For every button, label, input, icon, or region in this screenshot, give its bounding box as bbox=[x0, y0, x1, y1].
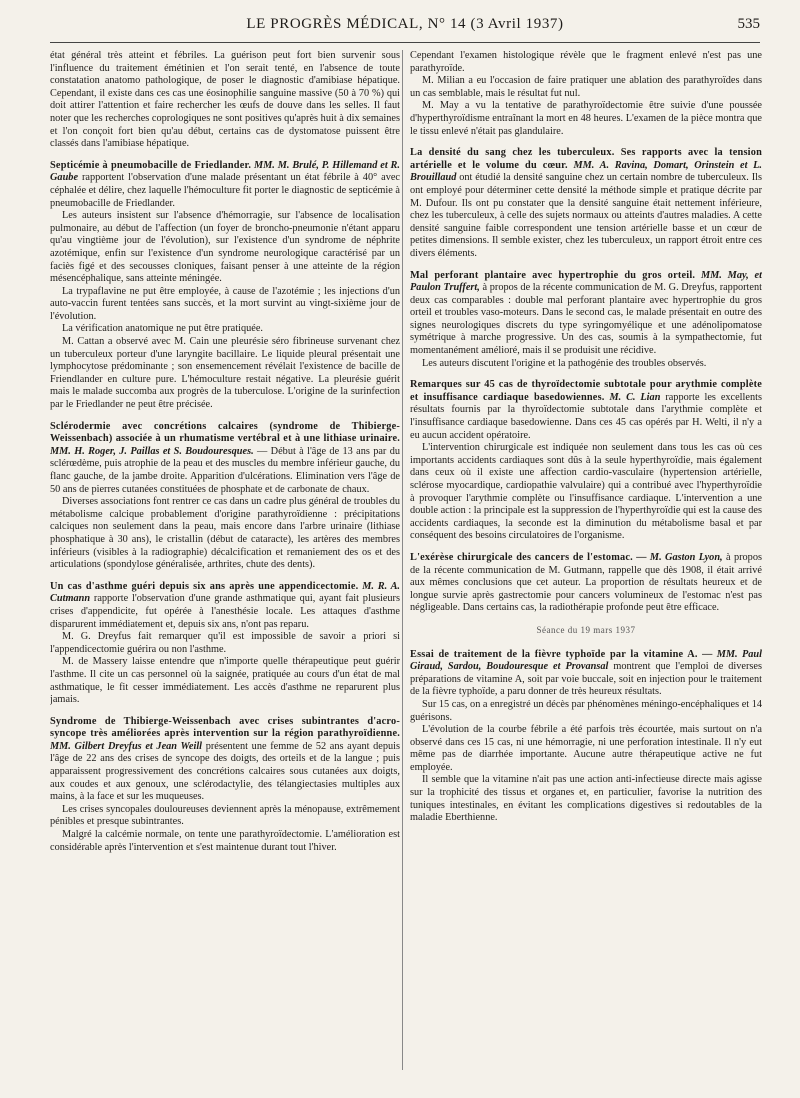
article-authors: MM. Gilbert Dreyfus et Jean Weill bbox=[50, 740, 203, 752]
article-authors: MM. A. Ravina, Domart, Orinstein et L. Brouillaud bbox=[410, 159, 762, 184]
paragraph: Il semble que la vitamine n'ait pas une action anti-infectieuse directe mais agisse sur la trophicité des tissus et organes et, en particulier, favorise la nutrition des tuniques intestinales, en évitant les complications digestives si redoutables de la maladie Eberthienne. bbox=[410, 774, 762, 824]
article-block bbox=[410, 50, 762, 138]
article-block bbox=[410, 379, 762, 543]
page-number: 535 bbox=[737, 16, 760, 32]
article-lead-paragraph bbox=[50, 160, 400, 210]
article-lead-paragraph bbox=[410, 379, 762, 442]
paragraph: La vérification anatomique ne put être pratiquée. bbox=[62, 323, 263, 335]
article-lead-text: rapportent l'observation d'une malade présentant un état fébrile à 40° avec céphalée et délire, chez laquelle l'hémoculture fit porter le diagnostic de septicémie à pneumobacille de Friedlander. bbox=[50, 172, 400, 209]
article-heading: Sclérodermie avec concrétions calcaires (syndrome de Thibierge-Weissenbach) associée à un rhumatisme vertébral et à une lithiase urinaire. bbox=[50, 420, 400, 445]
paragraph: M. de Massery laisse entendre que n'importe quelle thérapeutique peut guérir l'asthme. Il cite un cas personnel où la saignée, pratiquée au cours d'un état de mal asthmatique, le fit cesser immédiatement. Les accès d'asthme ne reparurent plus jamais. bbox=[50, 656, 400, 706]
paragraph: Cependant l'examen histologique révèle que le fragment enlevé n'est pas une parathyroïde. bbox=[410, 50, 762, 74]
paragraph: état général très atteint et fébriles. La guérison peut fort bien survenir sous l'influence du traitement émétinien et l'on serait tenté, en l'absence de toute constatation anatomo pathologique, de poser le diagnostic d'amibiase hépatique. Cependant, il existe dans ces cas une éosinophilie sanguine massive (50 à 70 %) qui doit attirer l'attention et faire rechercher les œufs de douve dans les selles. Il faut noter que les recherches coprologiques ne sont positives qu'après huit à dix semaines et l'on conçoit fort bien qu'au début, certains cas de dystomatose puissent être classés dans l'amibiase hépatique. bbox=[50, 50, 400, 150]
journal-title: LE PROGRÈS MÉDICAL, N° 14 (3 Avril 1937) bbox=[246, 16, 564, 32]
paragraph: M. G. Dreyfus fait remarquer qu'il est impossible de savoir a priori si l'appendicectomie guérira ou non l'asthme. bbox=[50, 631, 400, 655]
paragraph: M. May a vu la tentative de parathyroïdectomie être suivie d'une poussée d'hyperthyroïdisme entraînant la mort en 48 heures. L'examen de la pièce montra que le tissu enlevé n'était pas glandulaire. bbox=[410, 100, 762, 137]
article-block bbox=[50, 50, 400, 151]
article-authors: MM. M. Brulé, P. Hillemand et R. Gaube bbox=[50, 159, 400, 184]
article-heading: Remarques sur 45 cas de thyroïdectomie subtotale pour arythmie complète et insuffisance cardiaque basedowiennes. bbox=[410, 379, 762, 403]
paragraph: Sur 15 cas, on a enregistré un décès par phénomènes méningo-encéphaliques et 14 guérisons. bbox=[410, 698, 762, 723]
paragraph: L'évolution de la courbe fébrile a été parfois très écourtée, mais surtout on n'a observé dans ces 15 cas, ni une hémorragie, ni une perforation intestinale. Il n'y eut même pas de diarrhée importante. Aucune autre thérapeutique active ne fut employée. bbox=[410, 724, 762, 773]
article-lead-paragraph bbox=[50, 421, 400, 497]
paragraph: La trypaflavine ne put être employée, à cause de l'azotémie ; les injections d'un auto-vaccin furent tentées sans succès, et la mort survint au vingt-sixième jour de l'évolution. bbox=[50, 285, 400, 322]
article-lead-paragraph bbox=[410, 649, 762, 699]
article-block bbox=[410, 552, 762, 615]
article-block bbox=[50, 160, 400, 412]
paragraph: Les auteurs insistent sur l'absence d'hémorragie, sur l'absence de localisation pulmonaire, au début de l'affection (un foyer de broncho-pneumonie n'étant apparu qu'au vingtième jour de l'évolution), sur l'existence d'un syndrome de néphrite azotémique, enfin sur l'existence d'un syndrome neurologique caractérisé par un faciès figé et des secousses cloniques, faisant penser à une atteinte de la région mésencéphalique, sans atteinte méningée. bbox=[50, 210, 400, 285]
article-lead-text: ont étudié la densité sanguine chez un certain nombre de tuberculeux. Ils ont employé pour déterminer cette densité la méthode simple et pratique décrite par M. Dufour. Ils ont pu constater que la densité sanguine était nettement inférieure, chez les tuberculeux, à celle des sujets normaux ou atteints d'autres maladies. A cette densité sanguine faible correspondent une tension artérielle basse et un cœur de petites dimensions. Il semble exister, chez les tuberculeux, un rapport étroit entre ces divers éléments. bbox=[410, 172, 762, 259]
article-heading: Un cas d'asthme guéri depuis six ans après une appendicectomie. bbox=[50, 580, 359, 592]
article-block bbox=[50, 421, 400, 572]
article-lead-paragraph bbox=[410, 147, 762, 260]
left-column bbox=[50, 50, 400, 1088]
paragraph: Malgré la calcémie normale, on tente une parathyroïdectomie. L'amélioration est considérable après l'intervention et s'est maintenue durant tout l'hiver. bbox=[50, 829, 400, 853]
article-authors: M. C. Lian bbox=[609, 391, 661, 403]
article-heading: L'exérèse chirurgicale des cancers de l'estomac. bbox=[410, 551, 633, 563]
article-block bbox=[410, 147, 762, 260]
article-heading: Septicémie à pneumobacille de Friedlander. bbox=[50, 159, 252, 171]
paragraph: M. Milian a eu l'occasion de faire pratiquer une ablation des parathyroïdes dans un cas semblable, mais le résultat fut nul. bbox=[410, 75, 762, 99]
article-heading: Mal perforant plantaire avec hypertrophie du gros orteil. bbox=[410, 269, 696, 281]
article-lead-paragraph bbox=[410, 552, 762, 615]
article-block bbox=[50, 581, 400, 707]
paragraph: Les crises syncopales douloureuses deviennent après la ménopause, extrêmement pénibles et presque subintrantes. bbox=[50, 803, 400, 828]
paragraph: M. Cattan a observé avec M. Cain une pleurésie séro fibrineuse survenant chez un tuberculeux porteur d'une laryngite bacillaire. Le liquide pleural présentait une lymphocytose prédominante ; son ensemencement révélait l'existence de bacille de Friendlander en culture pure. L'hémoculture restait négative. La pleurésie guérit mais le malade succomba aux progrès de la tuberculose. L'origine de la surinfection par le Friedlander ne peut être précisée. bbox=[50, 336, 400, 411]
paragraph: Diverses associations font rentrer ce cas dans un cadre plus général de troubles du métabolisme calcique probablement d'origine parathyroïdienne : précipitations calciques non seulement dans la peau, mais encore dans l'arbre urinaire (lithiase phosphatique à 30 ans), le cristallin (début de cataracte), les artères des membres inférieurs (visibles à la radiographie) décalcification et remaniement des os et des articulations (spondylose généralisée, arthrites, chute des dents). bbox=[50, 496, 400, 571]
article-lead-text: à propos de la récente communication de M. G. Dreyfus, rapportent deux cas comparables : double mal perforant plantaire avec hypertrophie du gros orteil et troubles vaso-moteurs. Dans le second cas, le malade présentait en outre des signes neurologiques discrets du type syringomyélique et une adénolipomatose symétrique à marche progressive. Un des cas, soumis à la sympathectomie, fut momentanément amélioré, mais il se produisit une récidive. bbox=[410, 282, 762, 357]
article-heading: La densité du sang chez les tuberculeux. Ses rapports avec la tension artérielle et le volume du cœur. bbox=[410, 147, 762, 171]
article-lead-text: montrent que l'emploi de diverses préparations de vitamine A, soit par voie buccale, soit en injection pour le traitement de la fièvre typhoïde, a paru donner de très heureux résultats. bbox=[410, 661, 762, 698]
column-divider bbox=[402, 50, 403, 1070]
article-authors: MM. May, et Paulon Truffert, bbox=[410, 269, 762, 294]
article-authors: — MM. Paul Giraud, Sardou, Boudouresque et Provansal bbox=[410, 648, 762, 673]
article-lead-paragraph bbox=[50, 581, 400, 631]
article-lead-text: rapporte les excellents résultats fournis par la thyroïdectomie subtotale dans l'arythmie complète et l'insuffisance cardiaque basedowienne. Dans ces 45 cas opérés par H. Welti, il n'y a eu aucun accident opératoire. bbox=[410, 391, 762, 441]
article-lead-text: présentent une femme de 52 ans ayant depuis l'âge de 22 ans des crises de syncope des doigts, des orteils et de la langue ; puis apparaissent progressivement des concrétions calcaires sous cutanées aux doigts, aux coudes et aux genoux, une sclérodactylie, des télangiectasies multiples aux mains, à la face et sur les muqueuses. bbox=[50, 740, 400, 803]
article-authors: — M. Gaston Lyon, bbox=[636, 551, 723, 563]
article-lead-text: rapporte l'observation d'une grande asthmatique qui, ayant fait plusieurs crises d'appendicite, fut opérée à l'anesthésie locale. Les attaques d'asthme disparurent immédiatement et, depuis six ans, n'ont pas reparu. bbox=[50, 593, 400, 630]
paragraph: Les auteurs discutent l'origine et la pathogénie des troubles observés. bbox=[422, 357, 707, 369]
right-column bbox=[410, 50, 762, 1088]
session-date: Séance du 19 mars 1937 bbox=[536, 624, 636, 635]
article-lead-paragraph bbox=[50, 716, 400, 804]
article-heading: Essai de traitement de la fièvre typhoïde par la vitamine A. bbox=[410, 648, 698, 660]
page-header bbox=[50, 12, 760, 43]
article-heading: Syndrome de Thibierge-Weissenbach avec crises subintrantes d'acro-syncope très améliorées après intervention sur la région parathyroïdienne. bbox=[50, 715, 400, 740]
article-block bbox=[50, 716, 400, 855]
article-block bbox=[410, 270, 762, 371]
paragraph: L'intervention chirurgicale est indiquée non seulement dans tous les cas où ces importants accidents cardiaques sont dûs à la seule hyperthyroïdie, mais également dans ceux où il existe une affection cardio-vasculaire (hypertension artérielle, sclérose myocardique, cardiopathie valvulaire) qui a contribué avec l'hyperthyroïdie à provoquer l'arythmie complète ou l'insuffisance cardiaque. L'intervention a une double action : la principale est la suppression de l'hyperthyroïdie qui est la cause des accidents cardiaques, la seconde est la diminution du métabolisme basal et par conséquent des besoins circulatoires de l'organisme. bbox=[410, 442, 762, 542]
article-authors: M. R. A. Cutmann bbox=[50, 580, 400, 605]
article-lead-paragraph bbox=[410, 270, 762, 358]
article-lead-text: à propos de la récente communication de M. Gutmann, rappelle que dès 1908, il était arrivé aux mêmes conclusions que cet auteur. La proportion de résultats heureux et de longue survie après gastrectomie pour cancers volumineux de l'estomac n'est pas négligeable. Dans certains cas, la radiothérapie profonde peut être efficace. bbox=[410, 551, 762, 614]
article-block bbox=[410, 649, 762, 825]
article-authors: MM. H. Roger, J. Paillas et S. Boudouresques. bbox=[50, 445, 254, 457]
article-lead-text: — Début à l'âge de 13 ans par du sclérœdème, puis atrophie de la peau et des muscles du membre inférieur gauche, du flanc gauche, de la jambe droite. Apparition d'ulcérations. Elimination vers l'âge de 50 ans de pierres cutanées constituées de phosphate et de carbonate de chaux. bbox=[50, 445, 400, 495]
